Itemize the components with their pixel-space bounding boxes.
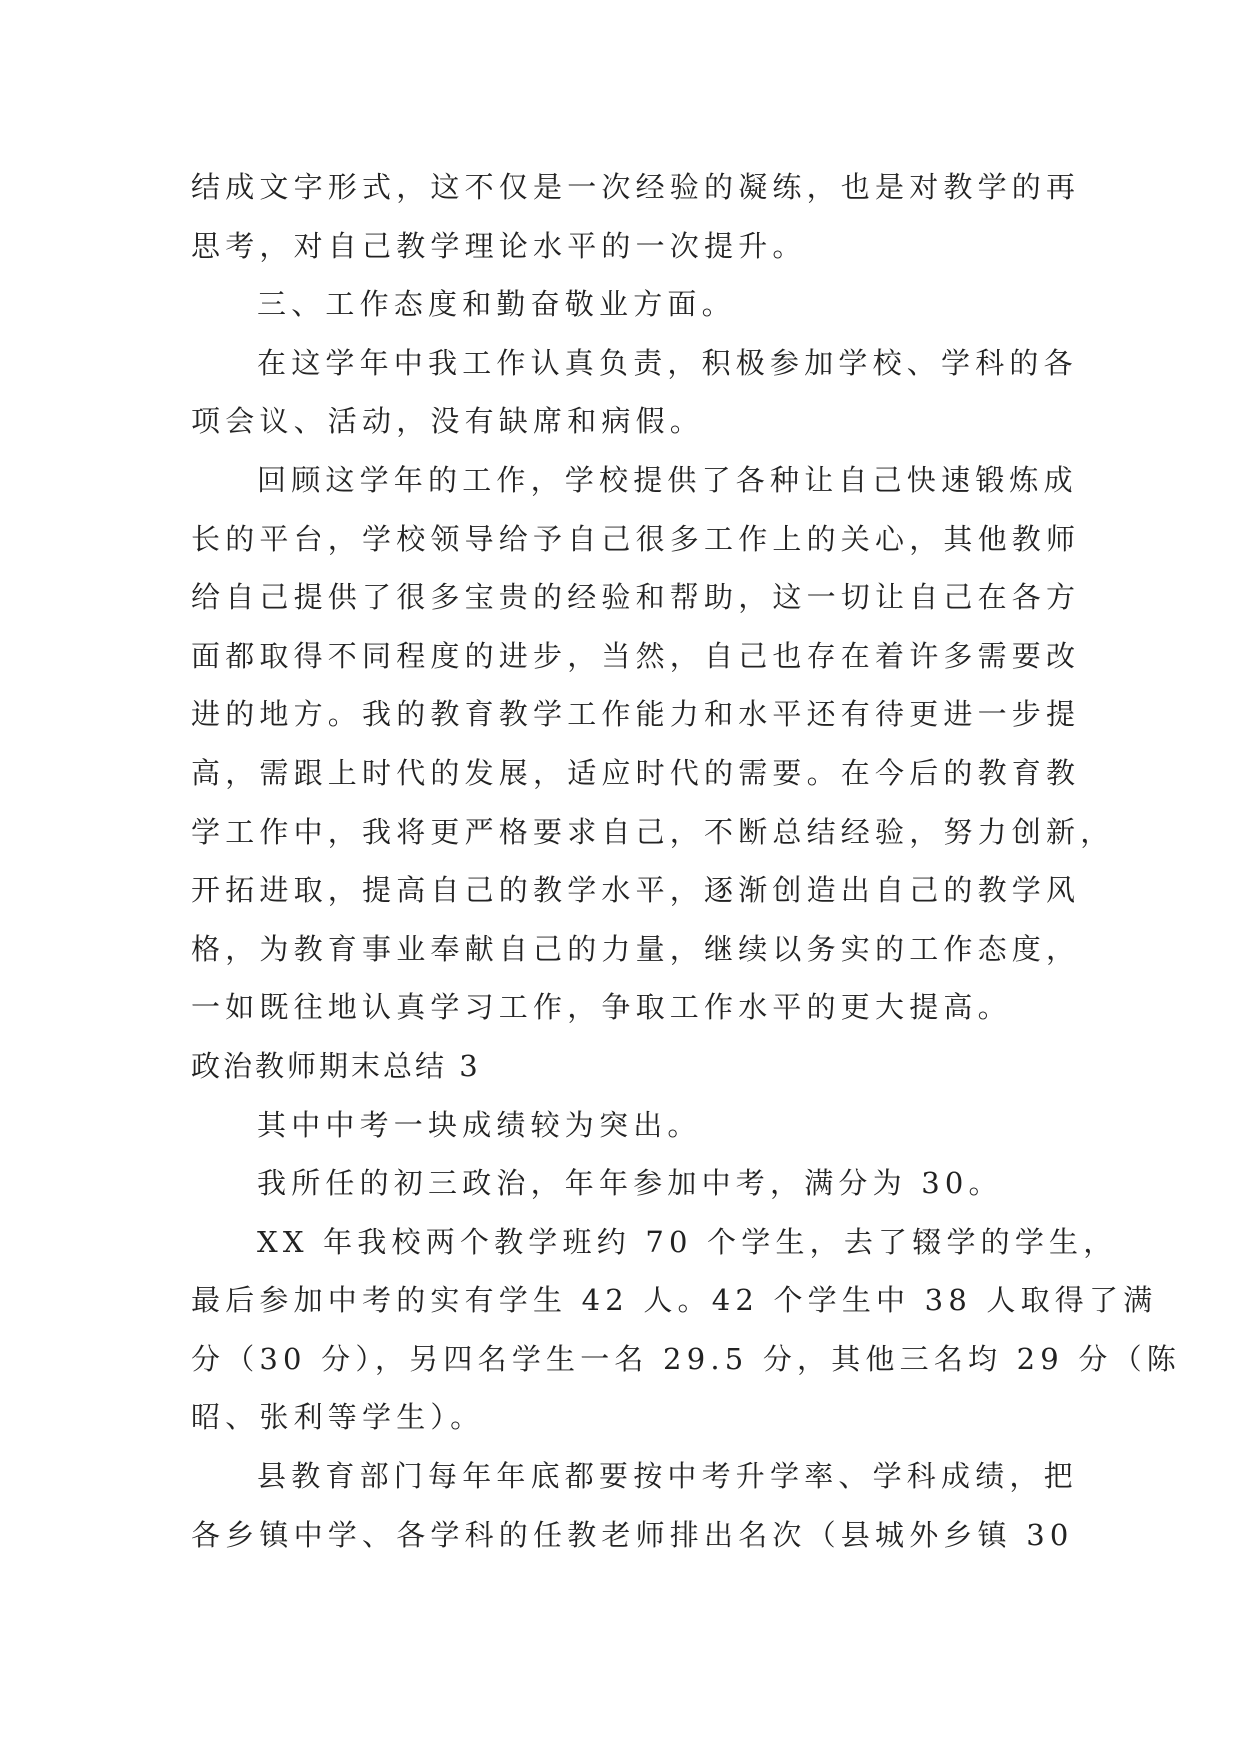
text-line: 回顾这学年的工作，学校提供了各种让自己快速锻炼成 [257, 462, 1078, 497]
text-line: 项会议、活动，没有缺席和病假。 [191, 404, 705, 439]
text-line: 其中中考一块成绩较为突出。 [257, 1107, 702, 1142]
text-line: 分（30 分），另四名学生一名 29.5 分，其他三名均 29 分（陈 [191, 1341, 1181, 1376]
document-page [191, 158, 1181, 1564]
text-line: 开拓进取，提高自己的教学水平，逐渐创造出自己的教学风 [191, 873, 1081, 908]
text-line: 思考，对自己教学理论水平的一次提升。 [191, 228, 807, 263]
text-line: 三、工作态度和勤奋敬业方面。 [257, 287, 736, 322]
text-line: 进的地方。我的教育教学工作能力和水平还有待更进一步提 [191, 697, 1081, 732]
text-line: 昭、张利等学生）。 [191, 1400, 485, 1435]
text-line: 长的平台，学校领导给予自己很多工作上的关心，其他教师 [191, 521, 1081, 556]
text-line: 我所任的初三政治，年年参加中考，满分为 30。 [257, 1166, 1003, 1201]
text-line: 高，需跟上时代的发展，适应时代的需要。在今后的教育教 [191, 755, 1081, 790]
text-line: 面都取得不同程度的进步，当然，自己也存在着许多需要改 [191, 638, 1081, 673]
text-line: 在这学年中我工作认真负责，积极参加学校、学科的各 [257, 345, 1078, 380]
text-line: 一如既往地认真学习工作，争取工作水平的更大提高。 [191, 990, 1012, 1025]
text-line: 学工作中，我将更严格要求自己，不断总结经验，努力创新， [191, 814, 1115, 849]
text-line: XX 年我校两个教学班约 70 个学生，去了辍学的学生， [257, 1224, 1118, 1259]
text-line: 给自己提供了很多宝贵的经验和帮助，这一切让自己在各方 [191, 580, 1081, 615]
text-line: 格，为教育事业奉献自己的力量，继续以务实的工作态度， [191, 931, 1081, 966]
section-heading: 政治教师期末总结 3 [191, 1048, 481, 1083]
text-line: 县教育部门每年年底都要按中考升学率、学科成绩，把 [257, 1459, 1078, 1494]
text-line: 最后参加中考的实有学生 42 人。42 个学生中 38 人取得了满 [191, 1283, 1158, 1318]
text-line: 各乡镇中学、各学科的任教老师排出名次（县城外乡镇 30 [191, 1517, 1074, 1552]
text-line: 结成文字形式，这不仅是一次经验的凝练，也是对教学的再 [191, 170, 1081, 204]
